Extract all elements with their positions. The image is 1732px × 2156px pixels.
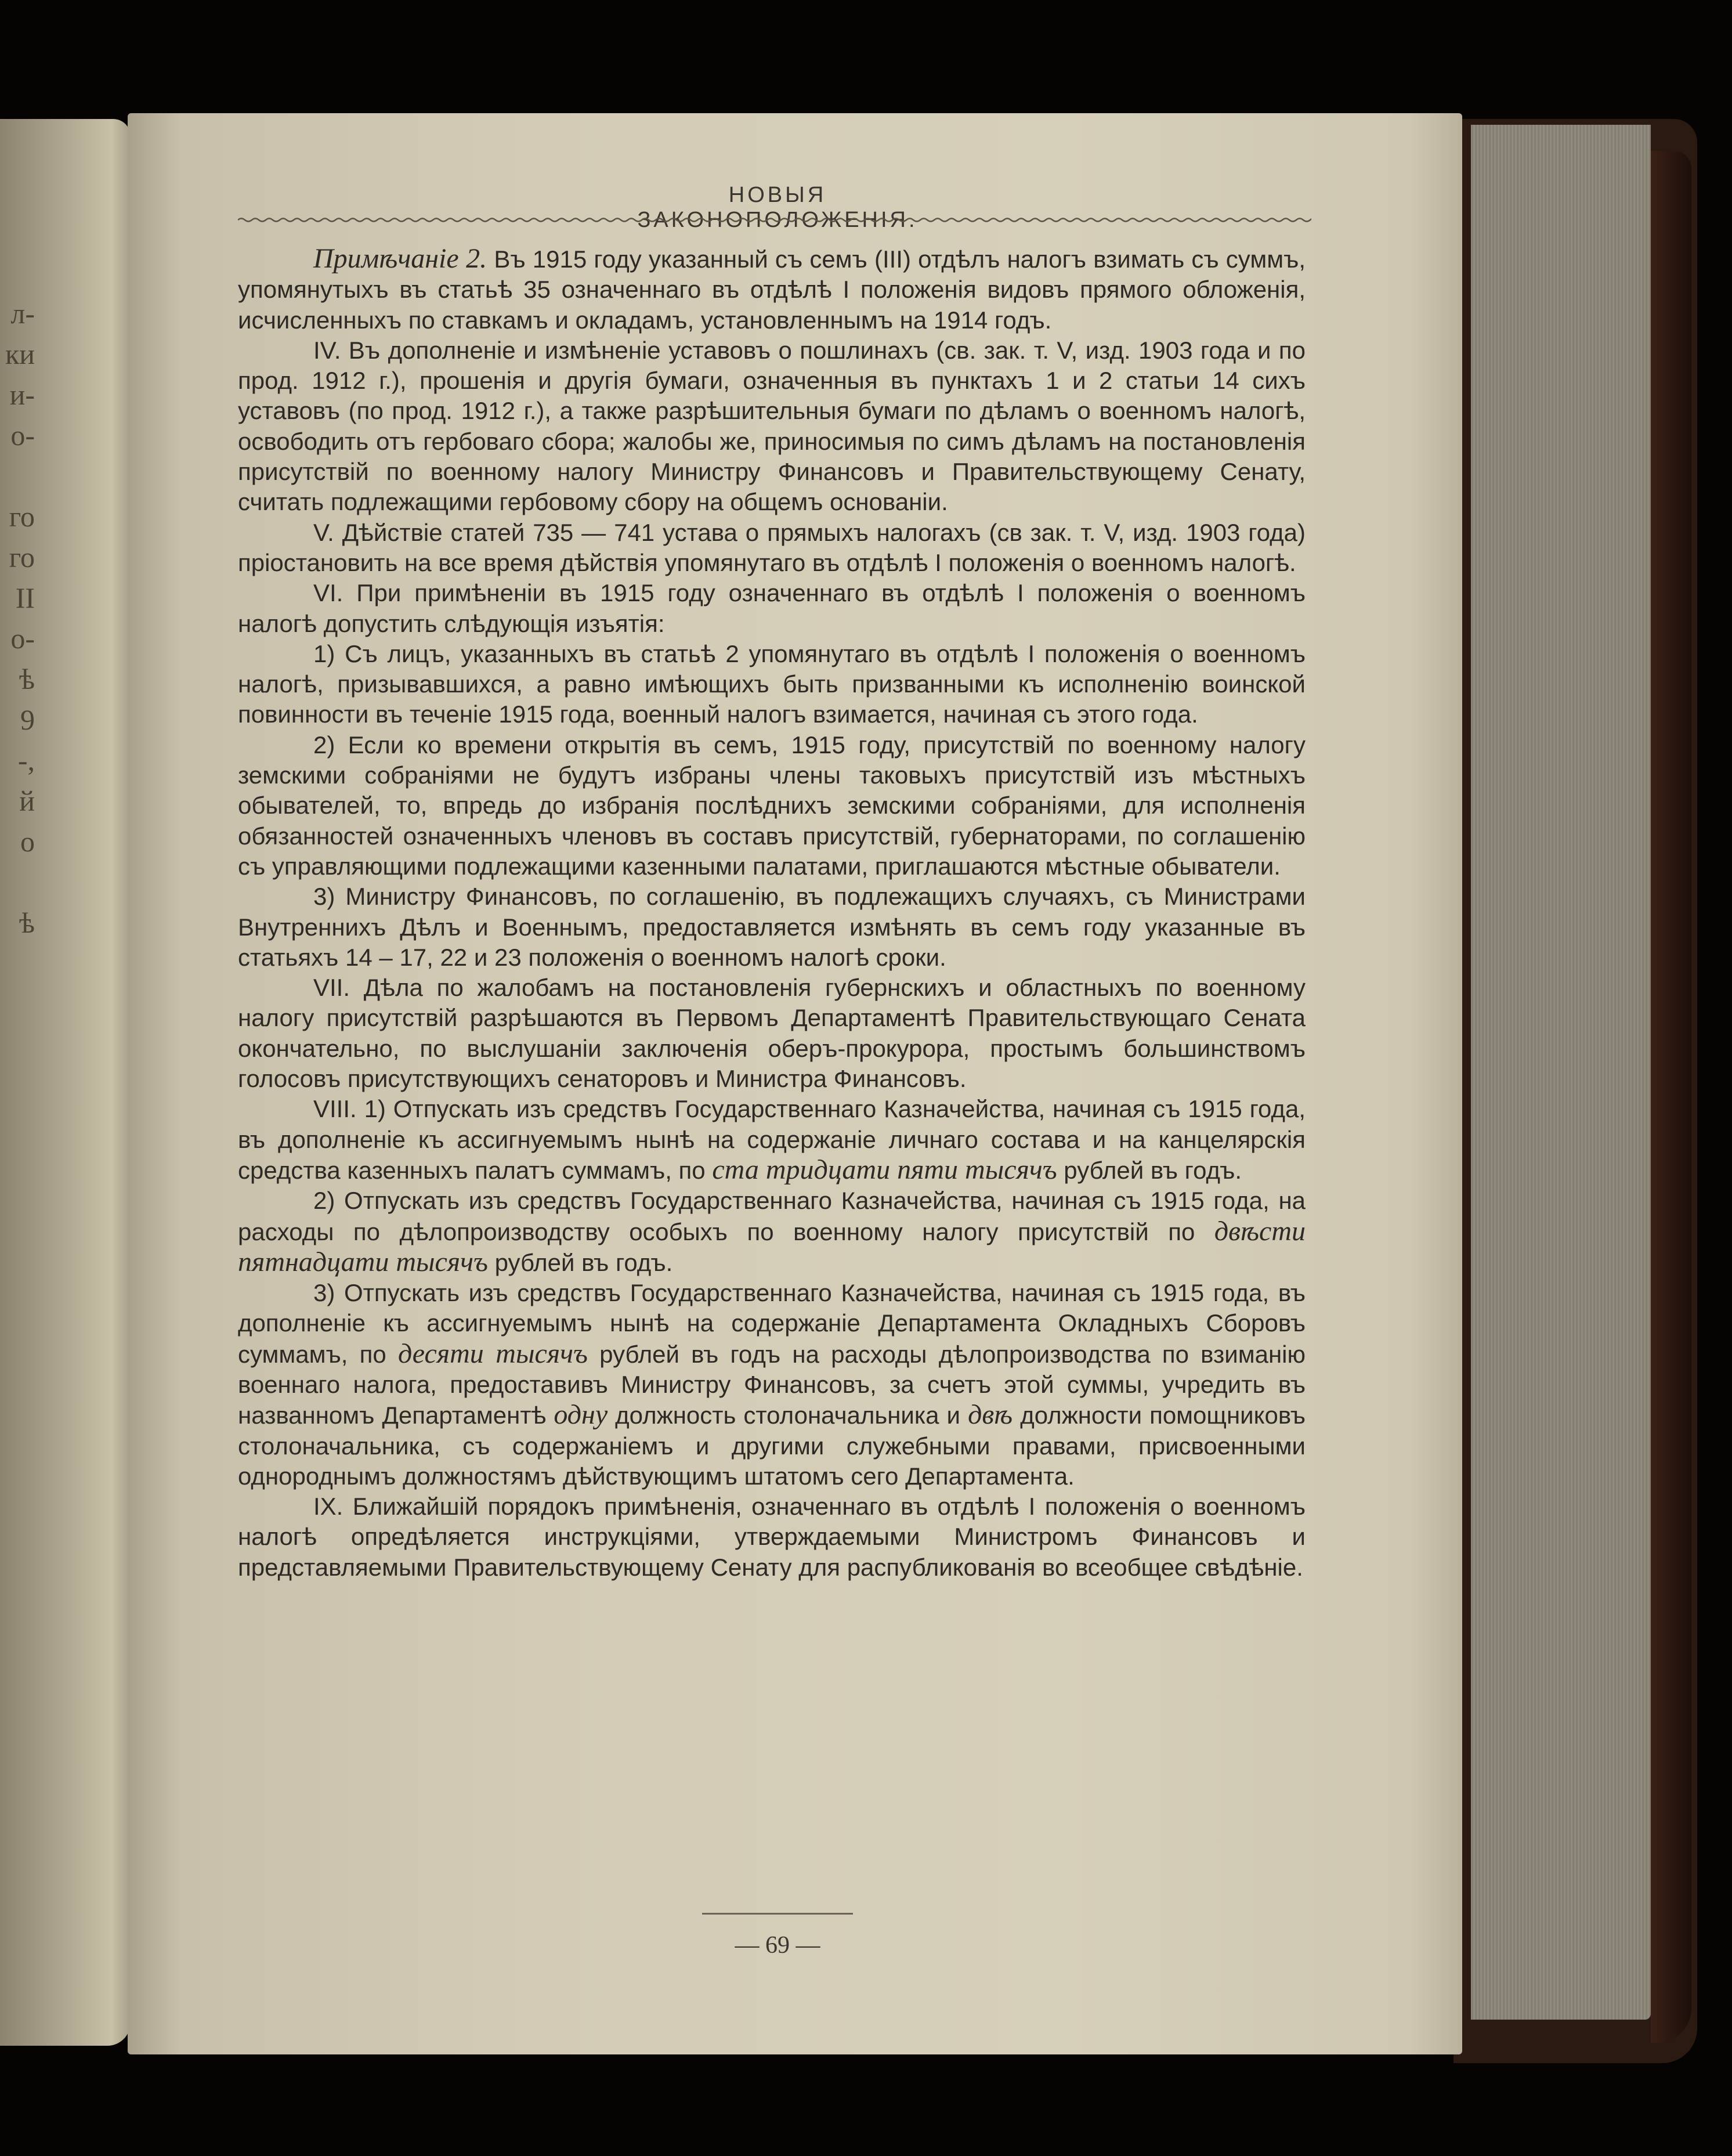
- italic-text: десяти тысячъ: [397, 1338, 588, 1369]
- text-run: 3) Отпускать изъ средствъ Государственнаго Казначейства, начиная съ 1915 года, въ дополненіе къ ассигнуемымъ нынѣ на содержаніе Департамента Окладныхъ Сборовъ суммамъ, по: [238, 1279, 1306, 1368]
- running-head: НОВЫЯ ЗАКОНОПОЛОЖЕНІЯ.: [637, 183, 918, 232]
- paragraph: [238, 244, 1306, 335]
- text-run: IV. Въ дополненіе и измѣненіе уставовъ о пошлинахъ (св. зак. т. V, изд. 1903 года и по прод. 1912 г.), прошенія и другія бумаги, означенныя въ пунктахъ 1 и 2 статьи 14 сихъ уставовъ (по прод. 1912 г.), а также разрѣшительныя бумаги по дѣламъ о военномъ налогѣ, освободить отъ гербоваго сбора; жалобы же, приносимыя по симъ дѣламъ на постановленія присутствій по военному налогу Министру Финансовъ и Правительствующему Сенату, считать подлежащими гербовому сбору на общемъ основаніи.: [238, 336, 1306, 516]
- paragraph: [238, 518, 1306, 579]
- paragraph: [238, 639, 1306, 730]
- left-fragment: й: [19, 785, 35, 817]
- left-fragment: го: [9, 541, 35, 573]
- paragraph: [238, 730, 1306, 882]
- text-run: Въ 1915 году указанный съ семъ (III) отдѣлъ налогъ взимать съ суммъ, упомянутыхъ въ статьѣ 35 означеннаго въ отдѣлѣ I положенія видовъ прямого обложенія, исчисленныхъ по ставкамъ и окладамъ, установленнымъ на 1914 годъ.: [238, 245, 1306, 334]
- page-block-edge: [1471, 125, 1651, 2020]
- text-run: 2) Если ко времени открытія въ семъ, 1915 году, присутствій по военному налогу земскими собраніями не будутъ избраны члены таковыхъ присутствій изъ мѣстныхъ обывателей, то, впредь до избранія послѣднихъ земскими собраніями, для исполненія обязанностей означенныхъ членовъ въ составъ присутствій, губернаторами, по соглашенію съ управляющими подлежащими казенными палатами, приглашаются мѣстные обыватели.: [238, 731, 1306, 880]
- left-page-edge: [0, 119, 131, 2046]
- italic-text: двѣ: [968, 1399, 1013, 1431]
- italic-text: ста тридцати пяти тысячъ: [712, 1154, 1057, 1185]
- italic-text: одну: [554, 1399, 608, 1431]
- text-run: рублей въ годъ.: [487, 1248, 673, 1276]
- text-run: должности помощниковъ столоначальника, съ содержаніемъ и другими служебными правами, присвоенными однороднымъ должностямъ дѣйствующимъ штатомъ сего Департамента.: [238, 1402, 1306, 1490]
- text-run: IX. Ближайшій порядокъ примѣненія, означеннаго въ отдѣлѣ I положенія о военномъ налогѣ опредѣляется инструкціями, утверждаемыми Министромъ Финансовъ и представляемыми Правительствующему Сенату для распубликованія во всеобщее свѣдѣніе.: [238, 1493, 1306, 1581]
- book-spine: [1651, 151, 1691, 2043]
- left-fragment: о-: [10, 419, 35, 452]
- left-fragment: [0, 862, 35, 902]
- text-run: VIII. 1) Отпускать изъ средствъ Государственнаго Казначейства, начиная съ 1915 года, въ дополненіе къ ассигнуемымъ нынѣ на содержаніе личнаго состава и на канцелярскія средства казенныхъ палатъ суммамъ, по: [238, 1095, 1306, 1184]
- text-run: V. Дѣйствіе статей 735 — 741 устава о прямыхъ налогахъ (св зак. т. V, изд. 1903 года) пріостановить на все время дѣйствія упомянутаго въ отдѣлѣ I положенія о военномъ налогѣ.: [238, 518, 1306, 576]
- left-fragment: [0, 456, 35, 496]
- text-run: должность столоначальника и: [608, 1402, 968, 1429]
- paragraph: [238, 1278, 1306, 1491]
- left-fragment: л-: [10, 297, 35, 330]
- end-rule: [702, 1913, 853, 1915]
- page-number: — 69 —: [735, 1932, 820, 1959]
- left-fragment: о-: [10, 622, 35, 655]
- text-run: VII. Дѣла по жалобамъ на постановленія губернскихъ и областныхъ по военному налогу присутствій разрѣшаются въ Первомъ Департаментѣ Правительствующаго Сената окончательно, по выслушаніи заключенія оберъ-прокурора, простымъ большинствомъ голосовъ присутствующихъ сенаторовъ и Министра Финансовъ.: [238, 974, 1306, 1093]
- left-fragment: II: [15, 582, 35, 614]
- text-run: рублей въ годъ.: [1057, 1156, 1242, 1184]
- text-run: 2) Отпускать изъ средствъ Государственнаго Казначейства, начиная съ 1915 года, на расходы по дѣлопроизводству особыхъ по военному налогу присутствій по: [238, 1187, 1306, 1245]
- text-run: рублей въ годъ на расходы дѣлопроизводства по взиманію военнаго налога, предоставивъ Министру Финансовъ, за счетъ этой суммы, учредить въ названномъ Департаментѣ: [238, 1340, 1306, 1429]
- left-fragment: ѣ: [19, 907, 35, 939]
- paragraph: [238, 1094, 1306, 1186]
- italic-text: двѣсти пятнадцати тысячъ: [238, 1215, 1306, 1277]
- left-fragment: -,: [17, 744, 35, 777]
- paragraph: [238, 1186, 1306, 1278]
- body-text: [238, 244, 1306, 1583]
- left-page-fragments: [0, 293, 35, 943]
- left-fragment: и-: [9, 378, 35, 411]
- left-fragment: ки: [5, 338, 35, 370]
- left-fragment: го: [9, 500, 35, 533]
- paragraph: [238, 335, 1306, 518]
- left-fragment: ѣ: [19, 663, 35, 695]
- text-run: 1) Съ лицъ, указанныхъ въ статьѣ 2 упомянутаго въ отдѣлѣ I положенія о военномъ налогѣ, призывавшихся, а равно имѣющихъ быть призванными къ исполненію воинской повинности въ теченіе 1915 года, военный налогъ взимается, начиная съ этого года.: [238, 640, 1306, 728]
- paragraph: [238, 578, 1306, 639]
- left-fragment: 9: [20, 703, 35, 736]
- text-run: VI. При примѣненіи въ 1915 году означеннаго въ отдѣлѣ I положенія о военномъ налогѣ допустить слѣдующія изъятія:: [238, 579, 1306, 637]
- paragraph: [238, 973, 1306, 1094]
- text-run: 3) Министру Финансовъ, по соглашенію, въ подлежащихъ случаяхъ, съ Министрами Внутреннихъ Дѣлъ и Военнымъ, предоставляется измѣнять въ семъ году указанные въ статьяхъ 14 – 17, 22 и 23 положенія о военномъ налогѣ сроки.: [238, 883, 1306, 971]
- italic-text: Примѣчаніе 2.: [313, 243, 487, 274]
- ornamental-rule: [238, 216, 1311, 224]
- paragraph: [238, 1491, 1306, 1583]
- paragraph: [238, 882, 1306, 973]
- left-fragment: о: [20, 825, 35, 858]
